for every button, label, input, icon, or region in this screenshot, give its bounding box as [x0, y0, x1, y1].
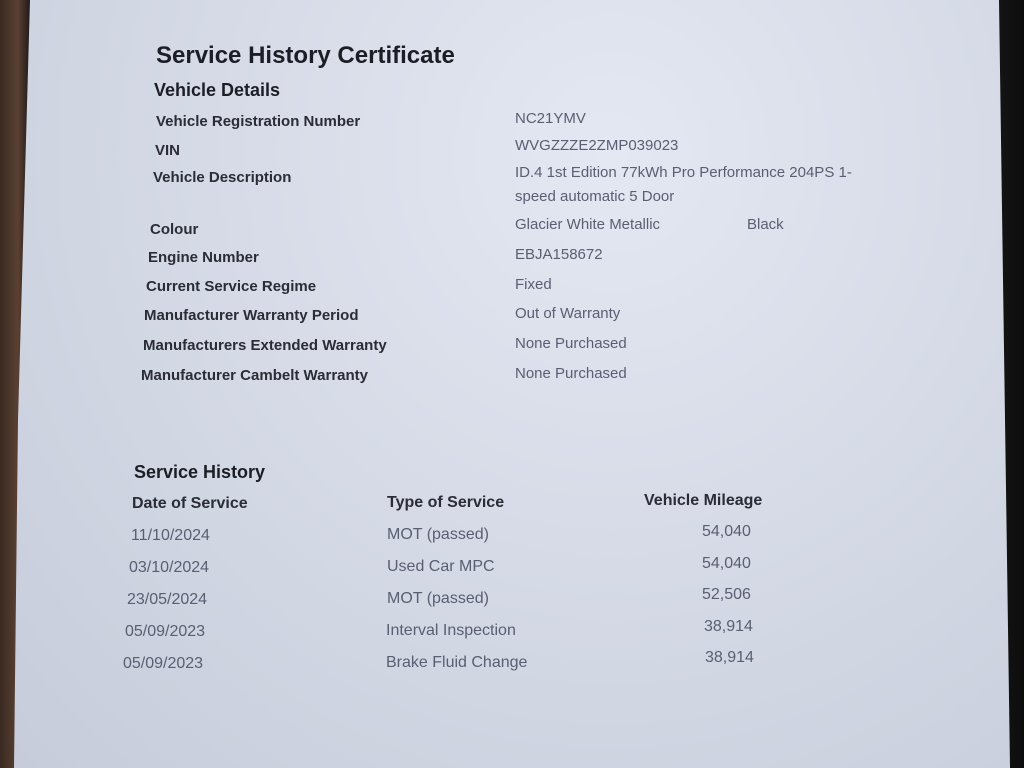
- column-date: Date of Service: [132, 495, 248, 512]
- label-registration: Vehicle Registration Number: [156, 113, 361, 130]
- cell-date: 23/05/2024: [127, 591, 208, 608]
- cell-type: Brake Fluid Change: [386, 654, 528, 671]
- cell-type: Used Car MPC: [387, 558, 495, 575]
- column-type: Type of Service: [387, 494, 505, 511]
- label-colour: Colour: [150, 221, 199, 238]
- cell-date: 03/10/2024: [129, 559, 210, 576]
- label-vin: VIN: [155, 142, 181, 159]
- column-mileage: Vehicle Mileage: [644, 492, 763, 509]
- value-registration: NC21YMV: [515, 110, 586, 127]
- value-description-line2: speed automatic 5 Door: [515, 188, 675, 205]
- label-service-regime: Current Service Regime: [146, 278, 317, 295]
- value-vin: WVGZZZE2ZMP039023: [515, 137, 679, 154]
- value-extended-warranty: None Purchased: [515, 335, 627, 352]
- vehicle-details-heading: Vehicle Details: [154, 80, 281, 100]
- cell-mileage: 52,506: [702, 586, 751, 603]
- cell-type: MOT (passed): [387, 590, 489, 607]
- value-warranty-period: Out of Warranty: [515, 305, 621, 322]
- label-description: Vehicle Description: [153, 169, 292, 186]
- cell-mileage: 38,914: [704, 618, 753, 635]
- cell-mileage: 54,040: [702, 555, 751, 572]
- value-description-line1: ID.4 1st Edition 77kWh Pro Performance 204PS 1-: [515, 164, 852, 181]
- cell-mileage: 38,914: [705, 649, 754, 666]
- label-warranty-period: Manufacturer Warranty Period: [144, 307, 359, 324]
- label-extended-warranty: Manufacturers Extended Warranty: [143, 337, 387, 354]
- cell-date: 05/09/2023: [123, 655, 204, 672]
- value-colour-secondary: Black: [747, 216, 784, 233]
- label-engine-number: Engine Number: [148, 249, 259, 266]
- value-colour: Glacier White Metallic: [515, 216, 661, 233]
- cell-date: 05/09/2023: [125, 623, 206, 640]
- label-cambelt-warranty: Manufacturer Cambelt Warranty: [141, 367, 368, 384]
- cell-mileage: 54,040: [702, 523, 751, 540]
- value-engine-number: EBJA158672: [515, 246, 603, 263]
- cell-type: MOT (passed): [387, 526, 489, 543]
- page-title: Service History Certificate: [156, 42, 455, 69]
- value-service-regime: Fixed: [515, 276, 552, 293]
- value-cambelt-warranty: None Purchased: [515, 365, 627, 382]
- service-history-heading: Service History: [134, 462, 266, 482]
- cell-type: Interval Inspection: [386, 622, 516, 639]
- cell-date: 11/10/2024: [131, 527, 210, 544]
